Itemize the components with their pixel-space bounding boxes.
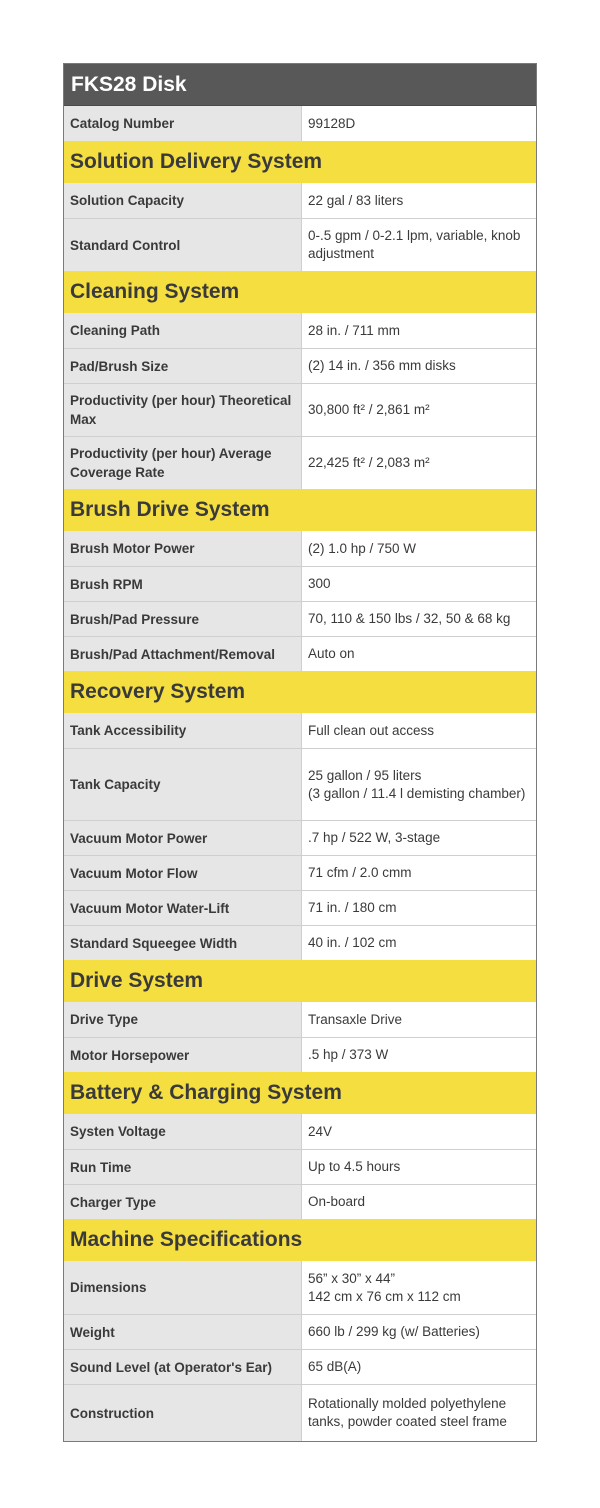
spec-value: 56” x 30” x 44” 142 cm x 76 cm x 112 cm bbox=[302, 1261, 536, 1314]
spec-label: Tank Capacity bbox=[64, 749, 302, 820]
spec-label: Drive Type bbox=[64, 1002, 302, 1037]
spec-value: Transaxle Drive bbox=[302, 1002, 536, 1037]
spec-row bbox=[64, 713, 536, 748]
spec-label: Cleaning Path bbox=[64, 313, 302, 348]
spec-label: Standard Control bbox=[64, 219, 302, 271]
spec-row bbox=[64, 636, 536, 671]
spec-row bbox=[64, 1384, 536, 1441]
spec-value: 660 lb / 299 kg (w/ Batteries) bbox=[302, 1315, 536, 1349]
spec-label: Standard Squeegee Width bbox=[64, 926, 302, 960]
spec-table bbox=[63, 63, 537, 1442]
spec-label: Solution Capacity bbox=[64, 183, 302, 218]
spec-value: .5 hp / 373 W bbox=[302, 1038, 536, 1072]
spec-value: 71 in. / 180 cm bbox=[302, 891, 536, 925]
spec-label: Vacuum Motor Flow bbox=[64, 856, 302, 890]
spec-value: 22,425 ft² / 2,083 m² bbox=[302, 437, 536, 489]
spec-value: 300 bbox=[302, 567, 536, 601]
section-header-machine-specifications: Machine Specifications bbox=[64, 1219, 536, 1261]
spec-row bbox=[64, 1114, 536, 1149]
section-header-battery-charging: Battery & Charging System bbox=[64, 1072, 536, 1114]
spec-value: .7 hp / 522 W, 3-stage bbox=[302, 821, 536, 855]
section-header-solution-delivery: Solution Delivery System bbox=[64, 141, 536, 183]
spec-row bbox=[64, 1261, 536, 1314]
spec-value: 30,800 ft² / 2,861 m² bbox=[302, 384, 536, 436]
spec-value: (2) 14 in. / 356 mm disks bbox=[302, 349, 536, 383]
spec-value: 28 in. / 711 mm bbox=[302, 313, 536, 348]
spec-row bbox=[64, 1184, 536, 1219]
spec-row bbox=[64, 436, 536, 489]
spec-label: Brush RPM bbox=[64, 567, 302, 601]
spec-label: Systen Voltage bbox=[64, 1114, 302, 1149]
spec-value: (2) 1.0 hp / 750 W bbox=[302, 531, 536, 566]
spec-row bbox=[64, 1037, 536, 1072]
spec-row-catalog-number bbox=[64, 106, 536, 141]
spec-label: Pad/Brush Size bbox=[64, 349, 302, 383]
spec-value: Auto on bbox=[302, 637, 536, 671]
spec-row bbox=[64, 566, 536, 601]
spec-row bbox=[64, 383, 536, 436]
section-header-brush-drive: Brush Drive System bbox=[64, 489, 536, 531]
section-header-cleaning: Cleaning System bbox=[64, 271, 536, 313]
spec-value: 40 in. / 102 cm bbox=[302, 926, 536, 960]
spec-row bbox=[64, 348, 536, 383]
spec-value: 70, 110 & 150 lbs / 32, 50 & 68 kg bbox=[302, 602, 536, 636]
spec-label: Sound Level (at Operator's Ear) bbox=[64, 1350, 302, 1384]
spec-label: Vacuum Motor Power bbox=[64, 821, 302, 855]
spec-label: Weight bbox=[64, 1315, 302, 1349]
spec-label: Vacuum Motor Water-Lift bbox=[64, 891, 302, 925]
spec-row bbox=[64, 1314, 536, 1349]
spec-value: Up to 4.5 hours bbox=[302, 1150, 536, 1184]
spec-row bbox=[64, 748, 536, 820]
spec-value: On-board bbox=[302, 1185, 536, 1219]
section-header-drive: Drive System bbox=[64, 960, 536, 1002]
spec-row bbox=[64, 601, 536, 636]
spec-label: Brush/Pad Attachment/Removal bbox=[64, 637, 302, 671]
spec-value: 24V bbox=[302, 1114, 536, 1149]
spec-row bbox=[64, 1349, 536, 1384]
spec-value: 22 gal / 83 liters bbox=[302, 183, 536, 218]
spec-label: Construction bbox=[64, 1385, 302, 1441]
spec-label: Productivity (per hour) Theoretical Max bbox=[64, 384, 302, 436]
spec-value: 65 dB(A) bbox=[302, 1350, 536, 1384]
spec-value: 0-.5 gpm / 0-2.1 lpm, variable, knob adjustment bbox=[302, 219, 536, 271]
spec-label: Run Time bbox=[64, 1150, 302, 1184]
spec-label: Dimensions bbox=[64, 1261, 302, 1314]
spec-label: Motor Horsepower bbox=[64, 1038, 302, 1072]
spec-row bbox=[64, 820, 536, 855]
spec-label: Brush/Pad Pressure bbox=[64, 602, 302, 636]
spec-row bbox=[64, 531, 536, 566]
spec-value: Rotationally molded polyethylene tanks, powder coated steel frame bbox=[302, 1385, 536, 1441]
spec-value: 71 cfm / 2.0 cmm bbox=[302, 856, 536, 890]
spec-row bbox=[64, 855, 536, 890]
spec-row bbox=[64, 183, 536, 218]
spec-row bbox=[64, 313, 536, 348]
section-header-recovery: Recovery System bbox=[64, 671, 536, 713]
spec-label: Charger Type bbox=[64, 1185, 302, 1219]
table-title: FKS28 Disk bbox=[64, 64, 536, 106]
spec-row bbox=[64, 1149, 536, 1184]
spec-label: Productivity (per hour) Average Coverage Rate bbox=[64, 437, 302, 489]
spec-row bbox=[64, 925, 536, 960]
spec-row bbox=[64, 1002, 536, 1037]
spec-value: 99128D bbox=[302, 106, 536, 141]
spec-row bbox=[64, 890, 536, 925]
spec-value: 25 gallon / 95 liters (3 gallon / 11.4 l demisting chamber) bbox=[302, 749, 536, 820]
spec-label: Catalog Number bbox=[64, 106, 302, 141]
spec-label: Brush Motor Power bbox=[64, 531, 302, 566]
spec-label: Tank Accessibility bbox=[64, 713, 302, 748]
spec-row bbox=[64, 218, 536, 271]
spec-value: Full clean out access bbox=[302, 713, 536, 748]
